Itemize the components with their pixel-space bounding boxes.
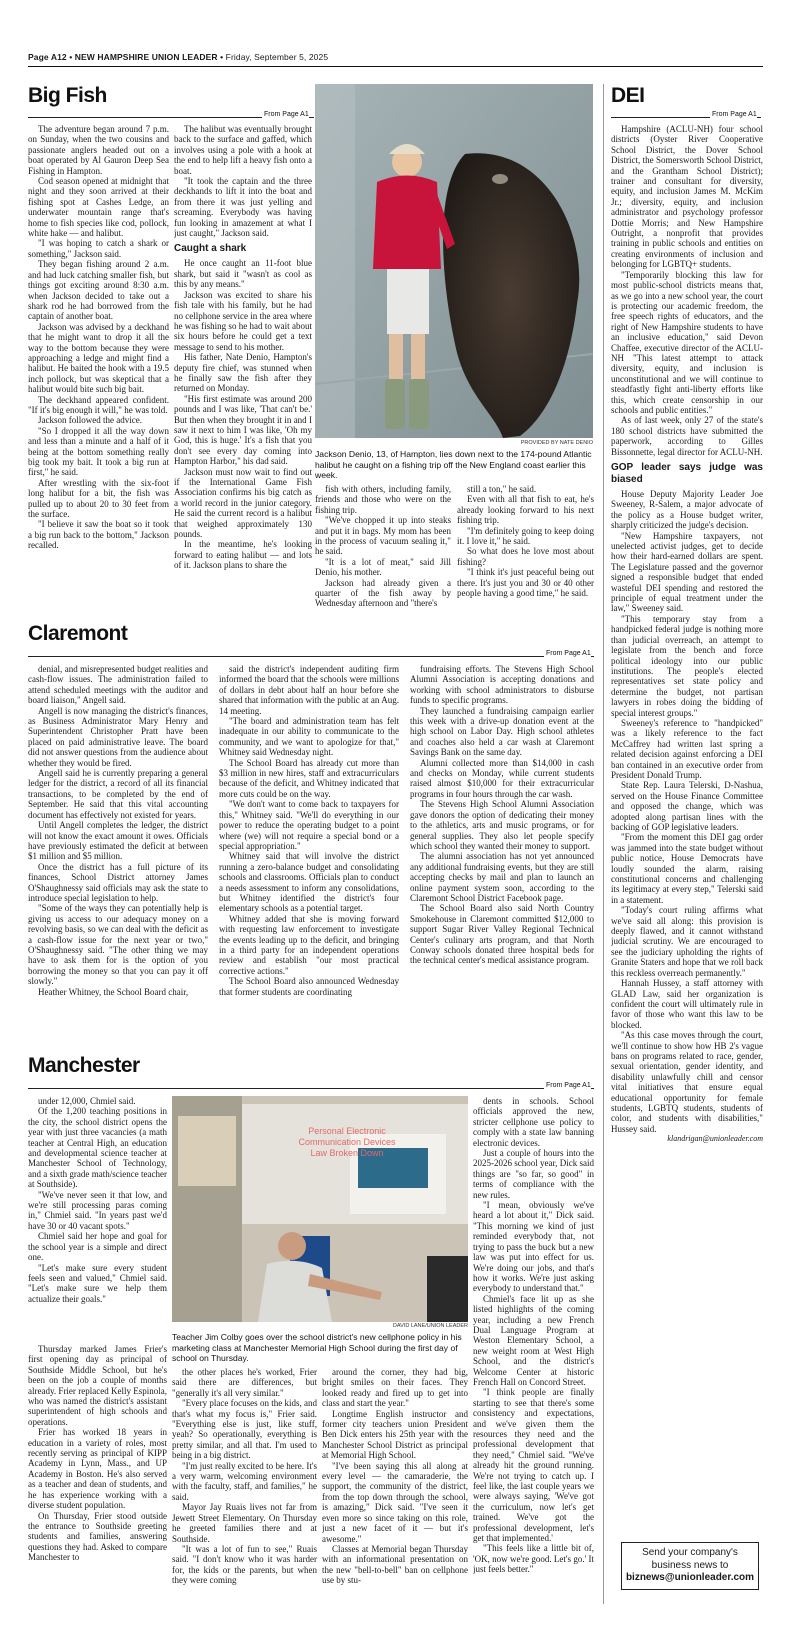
paragraph: The Stevens High School Alumni Association gave donors the option of dedicating their money to the athletics, arts and music programs, or for general supplies. They also let people specify which school they wanted their money to support. [410,799,594,851]
paragraph: The School Board has already cut more than $3 million in new hires, staff and extracurriculars because of the deficit, and Whitney indicated that more cuts could be on the way. [219,757,399,799]
paragraph: Sweeney's reference to "handpicked" was a likely reference to the fact McCaffrey had written last spring a related decision against enforcing a DEI ban contained in an executive order from President Donald Trump. [611,717,763,780]
paragraph: Mayor Jay Ruais lives not far from Jewett Street Elementary. On Thursday he greeted families there and at Southside. [172,1502,317,1544]
manchester-rule [28,1088,594,1089]
dei-column-part-2 [611,489,763,1134]
bigfish-title: Big Fish [28,84,107,107]
paragraph: Angell said he is currently preparing a general ledger for the district, a record of all its financial transactions, to be completed by the end of September. He said that this vital accounting document has effectively not existed for years. [28,768,208,820]
slide-line-1: Personal Electronic [308,1126,386,1136]
paragraph: The School Board also announced Wednesday that former students are coordinating [219,976,399,997]
halibut-photo [315,84,593,438]
paragraph: The deckhand appeared confident. "If it's big enough it will," he was told. [28,394,169,415]
paragraph: "Let's make sure every student feels seen and valued," Chmiel said. "Let's make sure we help them actualize their goals." [28,1262,167,1304]
manchester-column-1b [28,1344,167,1606]
paragraph: "I think people are finally starting to see that there's some consistency and expectations, and we've given them the resources they need and the professional development that they need," Chmiel said. "We've already hit the ground running. We're not trying to catch up. I feel like, the last couple years we were always saying, 'We've got the curriculum, now let's get trained. We've got the professional development, let's get that implemented.' [473,1387,594,1544]
paragraph: "Some of the ways they can potentially help is giving us access to our adequacy money on a revolving basis, so we can deal with the deficit as a cash-flow issue for the next year or two," O'Shaughnessy said. "The other thing we may have to ask them for is the option of you borrowing the money so that you can pay it off slowly." [28,903,208,987]
paragraph: Jackson was advised by a deckhand that he might want to drop it all the way to the bottom because they were approaching a ledge and might find a halibut. He baited the hook with a 19.5 inch pollock, but was skeptical that a halibut would bite such big bait. [28,321,169,395]
classroom-photo-credit: DAVID LANE/UNION LEADER [392,1323,468,1329]
claremont-title: Claremont [28,622,128,645]
paragraph: "I'm definitely going to keep doing it. I love it," he said. [457,525,594,547]
paragraph: Jackson must now wait to find out if the International Game Fish Association confirms his big catch as a world record in the junior category. He said the current record is a halibut that weighed approximately 130 pounds. [174,466,312,540]
manchester-column-1 [28,1096,167,1342]
paragraph: "We don't want to come back to taxpayers for this," Whitney said. "We'll do everything in our power to reduce the operating budget to a point where (we) will not require a special bond or a special appropriation." [219,799,399,851]
paragraph: Hampshire (ACLU-NH) four school districts (Oyster River Cooperative School District, the Dover School District, the Somersworth School District, and the Grantham School District); trainer and consultant for diversity, equity, and inclusion James M. McKim Jr.; diversity, equity, and inclusion administrator and psychology professor Dottie Morris; and New Hampshire Outright, a nonprofit that provides training in public schools and entities on creating environments of inclusion and belonging for LGBTQ+ students. [611,124,763,270]
slide-line-2: Communication Devices [298,1137,396,1147]
paragraph: Jackson followed the advice. [38,415,142,426]
manchester-column-4 [473,1096,594,1606]
manchester-column-3 [322,1367,468,1606]
paragraph: Chmiel's face lit up as she listed highlights of the coming year, including a new French Dual Language Program at Weston Elementary School, a new weight room at West High School, and the district's Welcome Center at historic French Hall on Concord Street. [473,1293,594,1387]
paragraph: "This feels like a little bit of, 'OK, now we're good. Let's go.' It just feels better." [473,1543,594,1575]
paragraph: the other places he's worked, Frier said there are differences, but "generally it's all very similar." [172,1367,317,1398]
halibut-photo-art [315,84,593,438]
paragraph: "Today's court ruling affirms what we've said all along: this provision is deeply flawed, and it cannot withstand judicial scrutiny. We are encouraged to see the judiciary upholding the rights of Granite Staters and hope that we roll back this reckless overreach permanently." [611,905,763,978]
classroom-photo-caption: Teacher Jim Colby goes over the school district's new cellphone policy in his marketing class at Manchester Memorial High School during the first day of school on Thursday. [172,1332,462,1363]
paragraph: "It is a lot of meat," said Jill Denio, his mother. [315,556,451,578]
dei-divider [603,84,604,1604]
paragraph: Angell is now managing the district's finances, as Business Administrator Mary Henry and Superintendent Christopher Pratt have been placed on paid administrative leave. The board did not answer questions from the audience about whether they would be fired. [28,705,208,768]
paragraph: On Thursday, Frier stood outside the entrance to Southside greeting students and families, answering questions they had. Asked to compare Manchester to [28,1510,167,1563]
paragraph: "As this case moves through the court, we'll continue to show how HB 2's vague bans on programs related to race, gender, sexual orientation, gender identity, and disability unlawfully chill and censor vital initiatives that ensure equal educational opportunity for female students, LGBTQ students, students of color, and students with disabilities," Hussey said. [611,1030,763,1134]
paragraph: Thursday marked James Frier's first opening day as principal of Southside Middle School, but he's been on the job a couple of months already. Frier replaced Kelly Espinola, who was named the district's assistant superintendent of high schools and operations. [28,1344,167,1427]
dei-title: DEI [611,84,645,107]
paragraph: "It took the captain and the three deckhands to lift it into the boat and from there it was just yelling and screaming. Everybody was having fun looking in amazement at what I just caught," Jackson said. [174,176,312,239]
halibut-photo-credit: PROVIDED BY NATE DENIO [520,440,593,446]
paragraph: The alumni association has not yet announced any additional fundraising events, but they are still accepting checks by mail and plan to launch an online payment system soon, according to the Claremont School District Facebook page. [410,851,594,903]
bigfish-subhead: Caught a shark [174,243,247,255]
dei-byline: klandrigan@unionleader.com [667,1134,763,1144]
paragraph: Chmiel said her hope and goal for the school year is a simple and direct one. [28,1231,167,1263]
paragraph: "I was hoping to catch a shark or something," Jackson said. [28,238,169,259]
paragraph: Longtime English instructor and former city teachers union President Ben Dick enters his 25th year with the Manchester School District as principal at Memorial High School. [322,1408,468,1461]
paragraph: His father, Nate Denio, Hampton's deputy fire chief, was stunned when he finally saw the fish after they returned on Monday. [174,352,312,394]
paragraph: Jackson was excited to share his fish tale with his family, but he had no cellphone service in the area where he was fishing so he had to wait about six hours before he could get a text message to send to his mother. [174,289,312,352]
paragraph: Just a couple of hours into the 2025-2026 school year, Dick said things are "so far, so good" in terms of compliance with the new rules. [473,1148,594,1200]
paragraph: State Rep. Laura Telerski, D-Nashua, served on the House Finance Committee and opposed the change, which was adopted along partisan lines with the backing of GOP legislative leaders. [611,780,763,832]
bigfish-column-2b [174,258,312,570]
paragraph: The School Board also said North Country Smokehouse in Claremont committed $12,000 to support Sugar River Valley Regional Technical Center's culinary arts program, and that North Conway schools donated three hospital beds for the technical center's medical assistance program. [410,903,594,966]
paragraph: The halibut was eventually brought back to the surface and gaffed, which involves using a pole with a hook at the end to help lift a heavy fish onto a boat. [174,124,312,176]
paragraph: Heather Whitney, the School Board chair, [38,986,189,997]
paragraph: Hannah Hussey, a staff attorney with GLAD Law, said her organization is confident the court will ultimately rule in favor of those who want this law to be blocked. [611,978,763,1030]
paragraph: "We've chopped it up into steaks and put it in bags. My mom has been in the process of vacuum sealing it," he said. [315,515,451,557]
promo-line-1: Send your company's [642,1547,738,1558]
manchester-title: Manchester [28,1054,140,1077]
top-rule [28,66,763,67]
paragraph: Jackson had already given a quarter of the fish away by Wednesday afternoon and "there's [315,577,451,609]
dei-subhead: GOP leader says judge was biased [611,462,763,485]
paragraph: House Deputy Majority Leader Joe Sweeney, R-Salem, a major advocate of the policy as a House budget writer, sharply criticized the judge's decision. [611,489,763,531]
claremont-column-3 [410,664,594,1039]
claremont-rule [28,656,594,657]
halibut-photo-caption: Jackson Denio, 13, of Hampton, lies down next to the 174-pound Atlantic halibut he caught on a fishing trip off the New England coast earlier this week. [315,449,592,480]
paragraph: "I think it's just peaceful being out there. It's just you and 30 or 40 other people having a good time," he said. [457,567,594,599]
paragraph: "New Hampshire taxpayers, not unelected activist judges, get to decide how their hard-earned dollars are spent. The Legislature passed and the governor signed a responsible budget that ended wasteful DEI spending and restored the principle of equal treatment under the law," Sweeney said. [611,530,763,614]
manchester-from-line: From Page A1 [546,1082,591,1089]
folio: Page A12 • NEW HAMPSHIRE UNION LEADER • Friday, September 5, 2025 [28,52,329,62]
paragraph: The adventure began around 7 p.m. on Sunday, when the two cousins and passionate anglers headed out on a boat operated by Al Gauron Deep Sea Fishing in Hampton. [28,124,169,176]
paragraph: Even with all that fish to eat, he's already looking forward to his next fishing trip. [457,494,594,526]
dei-column [611,124,763,1544]
paragraph: Classes at Memorial began Thursday with an informational presentation on the new "bell-to-bell" ban on cellphone use by stu- [322,1543,468,1586]
paragraph: "The board and administration team has felt inadequate in our ability to communicate to the community, and we want to apologize for that," Whitney said Wednesday night. [219,716,399,758]
paragraph: "I believe it saw the boat so it took a big run back to the bottom," Jackson recalled. [28,519,169,551]
folio-page: Page A12 [28,52,67,62]
paragraph: They began fishing around 2 a.m. and had luck catching smaller fish, but things got exciting around 8:30 a.m. when Jackson decided to take out a shark rod he had borrowed from the captain of another boat. [28,259,169,322]
paragraph: He once caught an 11-foot blue shark, but said it "wasn't as cool as this by any means." [174,258,312,290]
claremont-column-2 [219,664,399,1039]
paragraph: "This temporary stay from a handpicked federal judge is nothing more than judicial overreach, an attempt to legislate from the bench and force political ideology into our public institutions. The people's elected representatives set state policy and determine the budget, not partisan lawyers in robes doing the bidding of special interest groups." [611,613,763,718]
paragraph: In the meantime, he's looking forward to eating halibut — and lots of it. Jackson plans to share the [174,539,312,571]
paragraph: "Every place focuses on the kids, and that's what my focus is," Frier said. "Everything else is just, like stuff, yeah? So operationally, everything is pretty similar, and all that. I'm used to being in a big district. [172,1398,317,1461]
paragraph: So what does he love most about fishing? [457,546,594,567]
paragraph: "I'm just really excited to be here. It's a very warm, welcoming environment with the faculty, staff, and families," he said. [172,1460,317,1502]
slide-line-3: Law Broken Down [310,1148,384,1158]
paragraph: Of the 1,200 teaching positions in the city, the school district opens the year with just three vacancies (a math teacher at Central High, an education and developmental science teacher at Manchester School of Technology, and a sixth grade math/science teacher at Southside). [28,1106,167,1190]
paragraph: fundraising efforts. The Stevens High School Alumni Association is accepting donations and working with school administrators to disburse funds to specific programs. [410,664,594,706]
paragraph: "I've been saying this all along at every level — the camaraderie, the support, the community of the district, from the top down through the school, is amazing," Dick said. "I've seen it even more so since taking on this role, just a new facet of it — but it's awesome." [322,1460,468,1544]
paragraph: fish with others, including family, friends and those who were on the fishing trip. [315,484,451,515]
paragraph: Whitney added that she is moving forward with requesting law enforcement to investigate the events leading up to the deficit, and bringing in a third party for an independent operations review and establish "our most practical corrective actions." [219,913,399,976]
paragraph: "From the moment this DEI gag order was jammed into the state budget without public notice, House Democrats have loudly sounded the alarm, raising constitutional concerns and challenging its legitimacy at every step," Telerski said in a statement. [611,832,763,905]
paragraph: Once the district has a full picture of its finances, School District attorney James O'Shaughnessy said officials may ask the state to introduce special legislation to help. [28,861,208,903]
bigfish-from-line: From Page A1 [264,111,309,118]
paragraph: Until Angell completes the ledger, the district will not know the exact amount it owes. Officials have previously estimated the deficit at between $1 million and $5 million. [28,820,208,862]
biznews-promo-box [621,1542,759,1590]
paragraph: "We've never seen it that low, and we're still processing paras coming in," Chmiel said. "In years past we'd have 30 or 40 vacant spots." [28,1189,167,1231]
bigfish-column-1 [28,124,169,620]
paragraph: "Temporarily blocking this law for most public-school districts means that, as we go into a new school year, the court is protecting our academic freedom, the free speech rights of educators, and the right of New Hampshire students to have an inclusive education," said Devon Chaffee, executive director of the ACLU-NH "This latest attempt to attack diversity, equity, and inclusion is unconstitutional and we will continue to steadfastly fight anti-liberty efforts like this, which create censorship in our schools and public entities." [611,269,763,415]
bigfish-column-2 [174,124,312,620]
bigfish-column-4 [457,484,594,622]
paragraph: As of last week, only 27 of the state's 180 school districts have submitted the paperwork, according to Gilles Bissonnette, legal director for ACLU-NH. [611,415,763,457]
dei-column-part-1 [611,124,763,457]
paragraph: denial, and misrepresented budget realities and cash-flow issues. The administration failed to attend scheduled meetings with the auditor and board liaison," Angell said. [28,664,208,706]
bigfish-column-2a [174,124,312,238]
manchester-column-2 [172,1367,317,1606]
classroom-photo [172,1096,468,1322]
paragraph: dents in schools. School officials approved the new, stricter cellphone use policy to comply with a state law banning electronic devices. [473,1096,594,1148]
paragraph: Frier has worked 18 years in education in a variety of roles, most recently serving as principal of KIPP Academy in Lynn, Mass., and UP Academy in Boston. He's also served as a teacher and dean of students, and he has experience working with a diverse student population. [28,1427,167,1511]
promo-email-link[interactable]: biznews@unionleader.com [625,1572,755,1583]
claremont-column-1 [28,664,208,1039]
paragraph: They launched a fundraising campaign earlier this week with a drive-up donation event at the high school on Labor Day. High school athletes and coaches also held a car wash at Claremont Savings Bank on the same day. [410,705,594,758]
dei-from-line: From Page A1 [712,111,757,118]
paragraph: Whitney said that will involve the district running a zero-balance budget and consolidating schools and classrooms. Officials plan to conduct a needs assessment to inform any consolidations, but Whitney identified the district's four elementary schools as a potential target. [219,851,399,914]
paragraph: "It was a lot of fun to see," Ruais said. "I don't know who it was harder for, the kids or the parents, but when they were coming [172,1543,317,1586]
paragraph: under 12,000, Chmiel said. [38,1096,136,1106]
folio-date: Friday, September 5, 2025 [225,52,329,62]
paragraph: still a ton," he said. [467,484,537,494]
bigfish-column-3 [315,484,451,622]
paragraph: Cod season opened at midnight that night and they soon arrived at their fishing spot at Cashes Ledge, an underwater mountain range that's home to fish species like cod, pollock, white hake — and halibut. [28,176,169,239]
paragraph: After wrestling with the six-foot long halibut for a bit, the fish was pulled up to about 20 to 30 feet from the surface. [28,477,169,520]
paragraph: "I mean, obviously we've heard a lot about it," Dick said. "This morning we kind of just reminded everybody that, not trying to pass the buck but a new law was put into effect for us. We're doing our jobs, and that's how it works. We're just asking everybody to understand that." [473,1200,594,1294]
paragraph: "His first estimate was around 200 pounds and I was like, 'That can't be.' But then when they brought it in and I saw it next to him I was like, 'Oh my God, this is huge.' It's a fish that you don't see every day coming into Hampton Harbor," his dad said. [174,393,312,467]
paragraph: around the corner, they had big, bright smiles on their faces. They looked ready and fired up to get into class and start the year." [322,1367,468,1409]
folio-paper: NEW HAMPSHIRE UNION LEADER [74,52,218,62]
paragraph: said the district's independent auditing firm informed the board that the schools were millions of dollars in debt about half an hour before she shared that information with the public at an Aug. 14 meeting. [219,664,399,716]
promo-line-2: business news to [651,1559,729,1571]
paragraph: Alumni collected more than $14,000 in cash and checks on Monday, while current students raised almost $10,000 for their extracurricular programs in four hours through the car wash. [410,757,594,799]
paragraph: "So I dropped it all the way down and less than a minute and a half of it being at the bottom something really big took my bait. It took a big run at first," he said. [28,425,169,478]
claremont-from-line: From Page A1 [546,650,591,657]
classroom-slide-text [252,1126,442,1159]
